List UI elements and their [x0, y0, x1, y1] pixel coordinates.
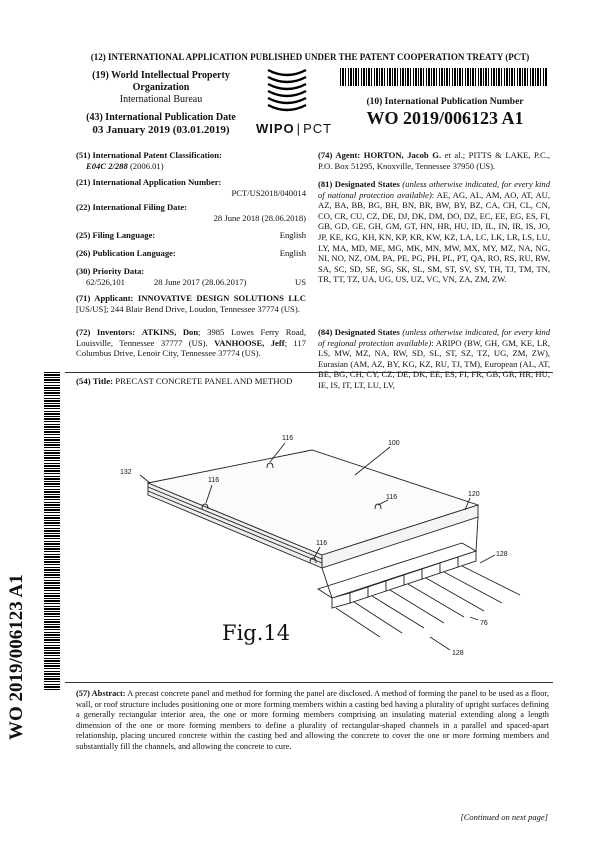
pubdate-value: 03 January 2019 (03.01.2019): [92, 124, 230, 136]
f71-name: INNOVATIVE DESIGN SOLUTIONS LLC: [137, 293, 306, 303]
callout-3: 132: [120, 469, 132, 476]
f26-value: English: [279, 248, 306, 258]
f25-label: (25) Filing Language:: [76, 230, 156, 240]
f74-label: (74) Agent:: [318, 150, 361, 160]
org-name: [76, 70, 246, 93]
f30-number: 62/526,101: [86, 276, 125, 287]
title-line: [76, 376, 546, 386]
callout-6: 120: [468, 491, 480, 498]
abstract-label: (57) Abstract:: [76, 689, 126, 698]
f72-addr2: ; 117 Columbus Drive, Lenoir City, Tennessee 37774 (US).: [76, 337, 306, 359]
side-publication-number: WO 2019/006123 A1: [6, 574, 27, 740]
f72-label: (72) Inventors:: [76, 327, 136, 337]
f30-label: (30) Priority Data:: [76, 266, 145, 276]
f84-label: (84) Designated States: [318, 327, 400, 337]
f84-note: (unless otherwise indicated, for every kind of regional protection available): [318, 327, 550, 348]
callout-7: 116: [316, 540, 328, 547]
f21-value: PCT/US2018/040014: [231, 187, 306, 198]
pubdate-label: (43) International Publication Date: [86, 112, 236, 123]
wipo-logo: [262, 64, 312, 118]
barcode-top: [340, 68, 548, 86]
f26-label: (26) Publication Language:: [76, 248, 176, 258]
figure-label: Fig.14: [222, 621, 291, 645]
f71-rest: [US/US]; 244 Blair Bend Drive, Loudon, Tennessee 37774 (US).: [76, 303, 300, 314]
f84-list: : ARIPO (BW, GH, GM, KE, LR, LS, MW, MZ, NA, RW, SD, SL, ST, SZ, TZ, UG, ZM, ZW), Eurasian (AM, AZ, BY, KG, KZ, RU, TJ, TM), European (AL, AT, BE, BG, CH, CY, CZ, DE, DK, EE, ES, FI, FR, GB, GR, HR, HU, IE, IS, IT, LT, LU, LV,: [318, 337, 550, 390]
org-line2: Organization: [132, 81, 190, 93]
continued-note: [Continued on next page]: [460, 812, 548, 822]
wipo-wordmark: WIPO | PCT: [256, 121, 333, 136]
callout-2: 100: [388, 440, 400, 447]
field-21: [76, 177, 306, 198]
callout-9: 76: [480, 620, 488, 627]
wipo-text: WIPO: [256, 121, 295, 136]
divider-top: [65, 372, 553, 373]
callout-1: 116: [282, 435, 294, 442]
callout-4: 116: [208, 477, 220, 484]
pct-text: PCT: [303, 121, 333, 136]
abstract-text: A precast concrete panel and method for forming the panel are disclosed. A method of forming the panel to be used as a floor, wall, or roof structure includes positioning one or more forming members within a casting bed having a plurality of upright surfaces defining a generally rectangular interior area, the one or more forming members comprising an insulating material extending along a length dimension of the one or more forming members to define a plurality of rectangular-shaped channels in a parallel and spaced-apart relationship, placing uncured concrete within the casting bed and allowing the concrete to cover the one or more forming members and substantially fill the channels, and allowing the concrete to cure.: [76, 689, 549, 751]
field-51: [76, 150, 306, 171]
f25-value: English: [279, 230, 306, 240]
title-value: PRECAST CONCRETE PANEL AND METHOD: [115, 376, 293, 386]
title-label: (54) Title:: [76, 376, 114, 386]
field-72: [76, 327, 306, 359]
f21-label: (21) International Application Number:: [76, 177, 222, 187]
abstract: [76, 689, 549, 753]
patent-figure: [110, 425, 550, 665]
field-26: [76, 248, 306, 259]
divider-bottom: [65, 682, 553, 683]
org-bureau: International Bureau: [119, 94, 203, 105]
f51-label: (51) International Patent Classification:: [76, 150, 222, 160]
f74-rest: et al.; PITTS & LAKE, P.C., P.O. Box 51295, Knoxville, Tennessee 37950 (US).: [318, 150, 551, 171]
f30-country: US: [295, 276, 306, 287]
field-74: [318, 150, 550, 171]
f74-name: HORTON, Jacob G.: [363, 150, 442, 160]
callout-8: 128: [496, 551, 508, 558]
field-81: [318, 179, 550, 285]
f22-label: (22) International Filing Date:: [76, 202, 187, 212]
f22-value: 28 June 2018 (28.06.2018): [213, 212, 306, 223]
f81-list: : AE, AG, AL, AM, AO, AT, AU, AZ, BA, BB, BG, BH, BN, BR, BW, BY, BZ, CA, CH, CL, CN, CO, CR, CU, CZ, DE, DJ, DK, DM, DO, DZ, EC, EE, EG, ES, FI, GB, GD, GE, GH, GM, GT, HN, HR, HU, ID, IL, IN, IR, IS, JO, JP, KE, KG, KH, KN, KP, KR, KW, KZ, LA, LC, LK, LR, LS, LU, LY, MA, MD, ME, MG, MK, MN, MW, MX, MY, MZ, NA, NG, NI, NO, NZ, OM, PA, PE, PG, PH, PL, PT, QA, RO, RS, RU, RW, SA, SC, SD, SE, SG, SK, SL, SM, ST, SV, SY, TH, TJ, TM, TN, TR, TT, TZ, UA, UG, US, UZ, VC, VN, ZA, ZM, ZW.: [318, 189, 550, 285]
f51-code: E04C 2/288: [86, 160, 128, 171]
pubnum-label: (10) International Publication Number: [366, 97, 524, 107]
pubnum-value: WO 2019/006123 A1: [366, 108, 524, 128]
banner: (12) INTERNATIONAL APPLICATION PUBLISHED UNDER THE PATENT COOPERATION TREATY (PCT): [90, 52, 530, 62]
f51-date: (2006.01): [129, 160, 164, 171]
field-25: [76, 230, 306, 241]
f81-note: (unless otherwise indicated, for every kind of national protection available): [318, 179, 550, 200]
field-22: [76, 202, 306, 223]
figure-drawing: [110, 425, 550, 665]
f30-date: 28 June 2017 (28.06.2017): [154, 276, 247, 287]
callout-10: 128: [452, 650, 464, 657]
field-71: [76, 293, 306, 314]
f71-label: (71) Applicant:: [76, 293, 134, 303]
org-line1: (19) World Intellectual Property: [92, 70, 230, 81]
barcode-side: [44, 372, 60, 690]
f72-name2: VANHOOSE, Jeff: [214, 337, 285, 348]
f72-name1: ATKINS, Don: [141, 327, 199, 337]
f81-label: (81) Designated States: [318, 179, 400, 189]
field-30: [76, 266, 306, 288]
callout-5: 116: [386, 494, 398, 501]
f72-addr1: ; 3985 Lowes Ferry Road, Louisville, Tennessee 37777 (US).: [76, 327, 306, 348]
